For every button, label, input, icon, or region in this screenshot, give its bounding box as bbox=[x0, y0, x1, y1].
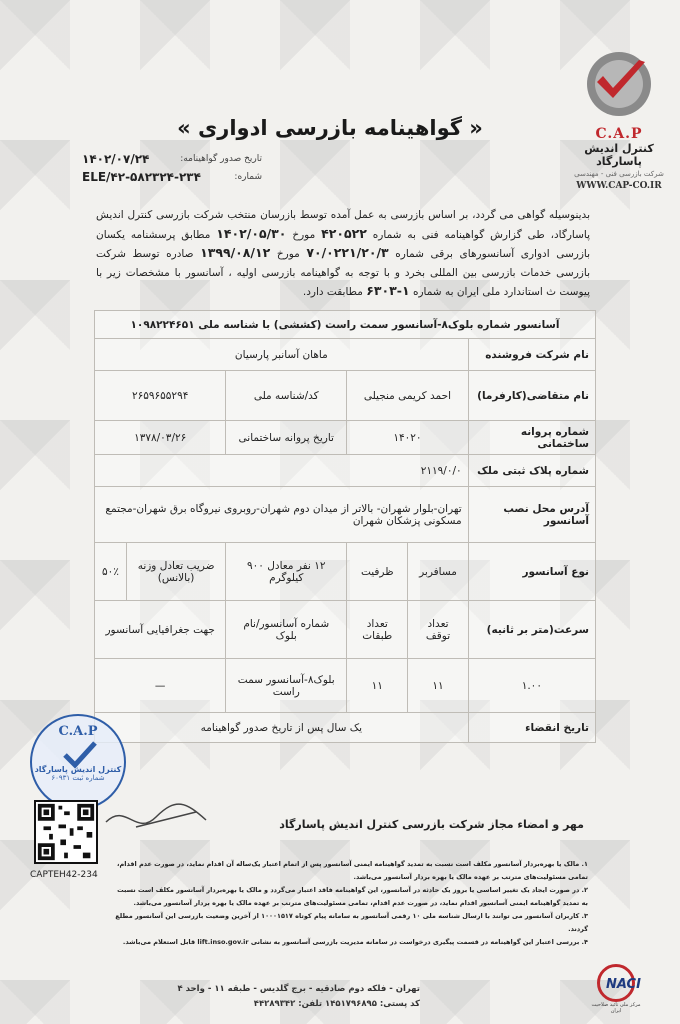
plaque-value: ۲۱۱۹/۰/۰ bbox=[95, 455, 469, 487]
speed-label: سرعت(متر بر ثانیه) bbox=[468, 601, 595, 659]
address-value: تهران-بلوار شهران- بالاتر از میدان دوم شهران-روبروی نیروگاه برق شهران-مجتمع مسکونی پزشکان شهران bbox=[95, 487, 469, 543]
applicant-value: احمد کریمی منجیلی bbox=[347, 371, 469, 421]
note-item: ۴. بررسی اعتبار این گواهینامه در قسمت پیگیری درخواست در سامانه مدیریت بازرسی آسانسور به نشانی lift.inso.gov.ir قابل استعلام می‌باشد. bbox=[122, 938, 588, 946]
footer-address bbox=[177, 982, 420, 1012]
address-label: آدرس محل نصب آسانسور bbox=[468, 487, 595, 543]
type-label: نوع آسانسور bbox=[468, 543, 595, 601]
floors-label: تعداد طبقات bbox=[347, 601, 408, 659]
intro-text-6: مطابقت دارد. bbox=[302, 286, 363, 298]
permit-date-value: ۱۳۷۸/۰۳/۲۶ bbox=[95, 421, 226, 455]
issue-date-label: تاریخ صدور گواهینامه: bbox=[180, 154, 262, 164]
floors-value: ۱۱ bbox=[347, 659, 408, 713]
naci-circle-icon bbox=[597, 964, 641, 1002]
standard-number: ۱-۶۳۰۳ bbox=[366, 283, 410, 298]
stops-value: ۱۱ bbox=[408, 659, 468, 713]
naci-subtitle: مرکز ملی تائید صلاحیت ایران bbox=[591, 1002, 641, 1014]
balance-label: ضریب تعادل وزنه (بالانس) bbox=[126, 543, 225, 601]
report-date: ۱۴۰۲/۰۵/۳۰ bbox=[216, 225, 287, 241]
footer-contact-line: کد پستی: ۱۴۵۱۷۹۶۸۹۵ تلفن: ۴۴۲۸۹۳۴۲ bbox=[253, 999, 420, 1009]
type-value: مسافربر bbox=[408, 543, 468, 601]
logo-url: WWW.CAP-CO.IR bbox=[576, 181, 662, 191]
form-code: CAPTEH42-234 bbox=[30, 870, 98, 880]
stamp-cap-text: C.A.P bbox=[58, 724, 98, 739]
direction-value: — bbox=[95, 659, 226, 713]
intro-text-5: صادره توسط شرکت بازرسی خدمات بازرسی بین المللی بخرد و با توجه به گواهینامه بازرسی اولیه ، آسانسور با مشخصات زیر با پیوست ث استاندارد ملی ایران به شماره bbox=[96, 248, 590, 298]
capacity-label: ظرفیت bbox=[347, 543, 408, 601]
expiry-label: تاریخ انقضاء bbox=[468, 713, 595, 743]
form-date: ۱۳۹۹/۰۸/۱۲ bbox=[200, 245, 271, 260]
signature-image bbox=[96, 792, 226, 842]
notes-list bbox=[110, 858, 588, 950]
table-header: آسانسور شماره بلوک۸-آسانسور سمت راست (کششی) با شناسه ملی ۱۰۹۸۲۲۴۶۵۱ bbox=[95, 311, 596, 339]
intro-text-4: مورخ bbox=[276, 248, 300, 260]
stamp-checkmark-icon bbox=[62, 740, 98, 770]
report-number: ۴۲۰۵۲۲ bbox=[321, 225, 367, 241]
note-item: ۳. کاربران آسانسور می توانند با ارسال شناسه ملی ۱۰ رقمی آسانسور به سامانه پیام کوتاه ۱۰۰۰۱۵۱۷ از آخرین وضعیت بازرسی این آسانسور مطلع گردند. bbox=[115, 912, 588, 933]
stamp-registration-number: شماره ثبت ۶۰۹۳۱ bbox=[51, 774, 105, 782]
certificate-meta bbox=[82, 150, 262, 186]
applicant-label: نام متقاضی(کارفرما) bbox=[468, 371, 595, 421]
speed-value: ۱.۰۰ bbox=[468, 659, 595, 713]
plaque-label: شماره پلاک ثبتی ملک bbox=[468, 455, 595, 487]
direction-label: جهت جغرافیایی آسانسور bbox=[95, 601, 226, 659]
stops-label: تعداد توقف bbox=[408, 601, 468, 659]
naci-text: NACI bbox=[606, 977, 641, 992]
form-number: ۷۰/۰۲۲۱/۲۰/۳ bbox=[306, 245, 389, 260]
balance-value: ۵۰٪ bbox=[95, 543, 127, 601]
qr-code-icon bbox=[34, 800, 98, 864]
stamp-company-name: کنترل اندیش پاسارگاد bbox=[34, 765, 122, 774]
document-title: « گواهینامه بازرسی ادواری » bbox=[177, 116, 483, 140]
expiry-value: یک سال پس از تاریخ صدور گواهینامه bbox=[95, 713, 469, 743]
capacity-value: ۱۲ نفر معادل ۹۰۰ کیلوگرم bbox=[226, 543, 347, 601]
logo-slogan: شرکت بازرسی فنی - مهندسی bbox=[574, 170, 664, 178]
seller-value: ماهان آسانبر پارسیان bbox=[95, 339, 469, 371]
elevator-spec-table bbox=[94, 310, 596, 743]
issue-date: ۱۴۰۲/۰۷/۲۴ bbox=[82, 152, 150, 166]
elevator-number-value: بلوک۸-آسانسور سمت راست bbox=[226, 659, 347, 713]
footer-address-line: تهران - فلکه دوم صادقیه - برج گلدیس - طبقه ۱۱ - واحد ۴ bbox=[177, 984, 420, 994]
intro-text-3: مطابق پرسشنامه یکسان بازرسی ادواری آسانسورهای برقی شماره bbox=[96, 228, 591, 260]
national-id-label: کد/شناسه ملی bbox=[226, 371, 347, 421]
seller-label: نام شرکت فروشنده bbox=[468, 339, 595, 371]
logo-cap-text: C.A.P bbox=[595, 126, 643, 142]
checkmark-logo-icon bbox=[583, 48, 655, 120]
note-item: ۱. مالک یا بهره‌بردار آسانسور مکلف است نسبت به تمدید گواهینامه ایمنی آسانسور پس از اتمام اعتبار یک‌ساله آن اقدام نماید، در صورت عدم اقدام، تمامی مسئولیت‌های مترتب بر عهده مالک یا بهره بردار آسانسور می‌باشد. bbox=[116, 860, 588, 881]
signature-label: مهر و امضاء مجاز شرکت بازرسی کنترل اندیش پاسارگاد bbox=[279, 818, 584, 831]
company-logo bbox=[574, 48, 664, 191]
permit-date-label: تاریخ پروانه ساختمانی bbox=[226, 421, 347, 455]
national-id-value: ۲۶۵۹۶۵۵۲۹۴ bbox=[95, 371, 226, 421]
logo-company-name: کنترل اندیش پاسارگاد bbox=[584, 142, 654, 168]
intro-text-1: بدینوسیله گواهی می گردد، بر اساس بازرسی به عمل آمده توسط بازرسان منتخب شرکت بازرسی کنترل اندیش پاسارگاد، طی گزارش گواهینامه فنی به شماره bbox=[96, 209, 591, 241]
intro-paragraph bbox=[96, 206, 590, 302]
permit-label: شماره پروانه ساختمانی bbox=[468, 421, 595, 455]
certificate-number: ELE/۴۲-۵۸۲۳۲۴-۲۳۴ bbox=[82, 170, 201, 184]
permit-value: ۱۴۰۲۰ bbox=[347, 421, 469, 455]
elevator-number-label: شماره آسانسور/نام بلوک bbox=[226, 601, 347, 659]
note-item: ۲. در صورت ایجاد یک تغییر اساسی یا بروز یک حادثه در آسانسور، این گواهینامه فاقد اعتبار می‌گردد و مالک یا بهره‌بردار آسانسور مکلف است نسبت به تمدید گواهینامه ایمنی آسانسور اقدام نماید، در صورت عدم اقدام، تمامی مسئولیت‌های مترتب بر عهده مالک یا بهره بردار آسانسور می‌باشد. bbox=[117, 886, 588, 907]
naci-logo bbox=[586, 964, 646, 1016]
certificate-number-label: شماره: bbox=[234, 172, 262, 182]
intro-text-2: مورخ bbox=[292, 228, 316, 241]
